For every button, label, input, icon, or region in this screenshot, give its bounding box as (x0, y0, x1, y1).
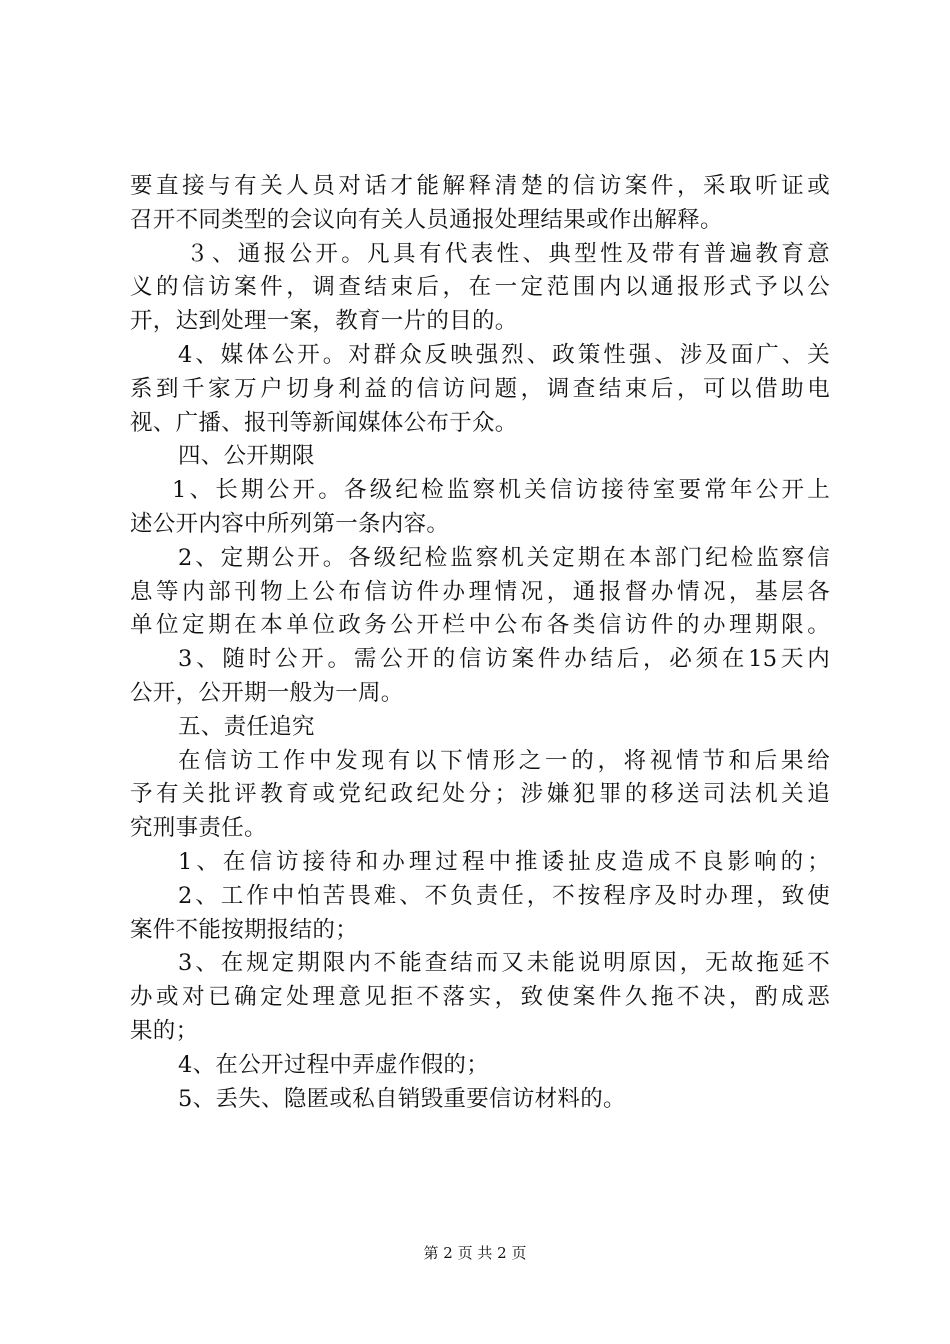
document-body (130, 170, 830, 1116)
text-line: 开，达到处理一案，教育一片的目的。 (130, 308, 518, 335)
text-line: 义的信访案件，调查结束后，在一定范围内以通报形式予以公 (130, 274, 830, 301)
text-line: 要直接与有关人员对话才能解释清楚的信访案件，采取听证或 (130, 173, 830, 199)
text-line: 果的； (130, 1017, 199, 1044)
text-line: 1、在信访接待和办理过程中推诿扯皮造成不良影响的； (178, 848, 830, 875)
text-line: 3、随时公开。需公开的信访案件办结后，必须在15天内 (178, 646, 830, 673)
section-heading: 四、公开期限 (178, 443, 315, 470)
text-line: 公开，公开期一般为一周。 (130, 679, 404, 706)
text-line: 述公开内容中所列第一条内容。 (130, 510, 450, 537)
text-line: 案件不能按期报结的； (130, 916, 359, 943)
text-line: 在信访工作中发现有以下情形之一的，将视情节和后果给 (178, 747, 830, 774)
text-line: 究刑事责任。 (130, 815, 267, 842)
text-line: 5、丢失、隐匿或私自销毁重要信访材料的。 (178, 1085, 626, 1112)
page-footer (0, 1243, 950, 1263)
text-line: 息等内部刊物上公布信访件办理情况，通报督办情况，基层各 (130, 578, 830, 605)
text-line: 4、媒体公开。对群众反映强烈、政策性强、涉及面广、关 (178, 341, 830, 368)
text-line: 召开不同类型的会议向有关人员通报处理结果或作出解释。 (130, 206, 723, 233)
text-line: 1、长期公开。各级纪检监察机关信访接待室要常年公开上 (172, 477, 830, 504)
text-line: 系到千家万户切身利益的信访问题，调查结束后，可以借助电 (130, 375, 830, 402)
text-line: 单位定期在本单位政务公开栏中公布各类信访件的办理期限。 (130, 612, 830, 639)
text-line: 视、广播、报刊等新闻媒体公布于众。 (130, 409, 518, 436)
text-line: 4、在公开过程中弄虚作假的； (178, 1051, 490, 1078)
text-line: ３、通报公开。凡具有代表性、典型性及带有普遍教育意 (186, 240, 830, 267)
text-line: 3、在规定期限内不能查结而又未能说明原因，无故拖延不 (178, 950, 830, 977)
text-line: 2、工作中怕苦畏难、不负责任，不按程序及时办理，致使 (178, 882, 830, 909)
text-line: 予有关批评教育或党纪政纪处分；涉嫌犯罪的移送司法机关追 (130, 781, 830, 808)
section-heading: 五、责任追究 (178, 713, 315, 740)
text-line: 2、定期公开。各级纪检监察机关定期在本部门纪检监察信 (178, 544, 830, 571)
page-number-label: 第 2 页 共 2 页 (423, 1244, 527, 1262)
text-line: 办或对已确定处理意见拒不落实，致使案件久拖不决，酌成恶 (130, 984, 830, 1011)
